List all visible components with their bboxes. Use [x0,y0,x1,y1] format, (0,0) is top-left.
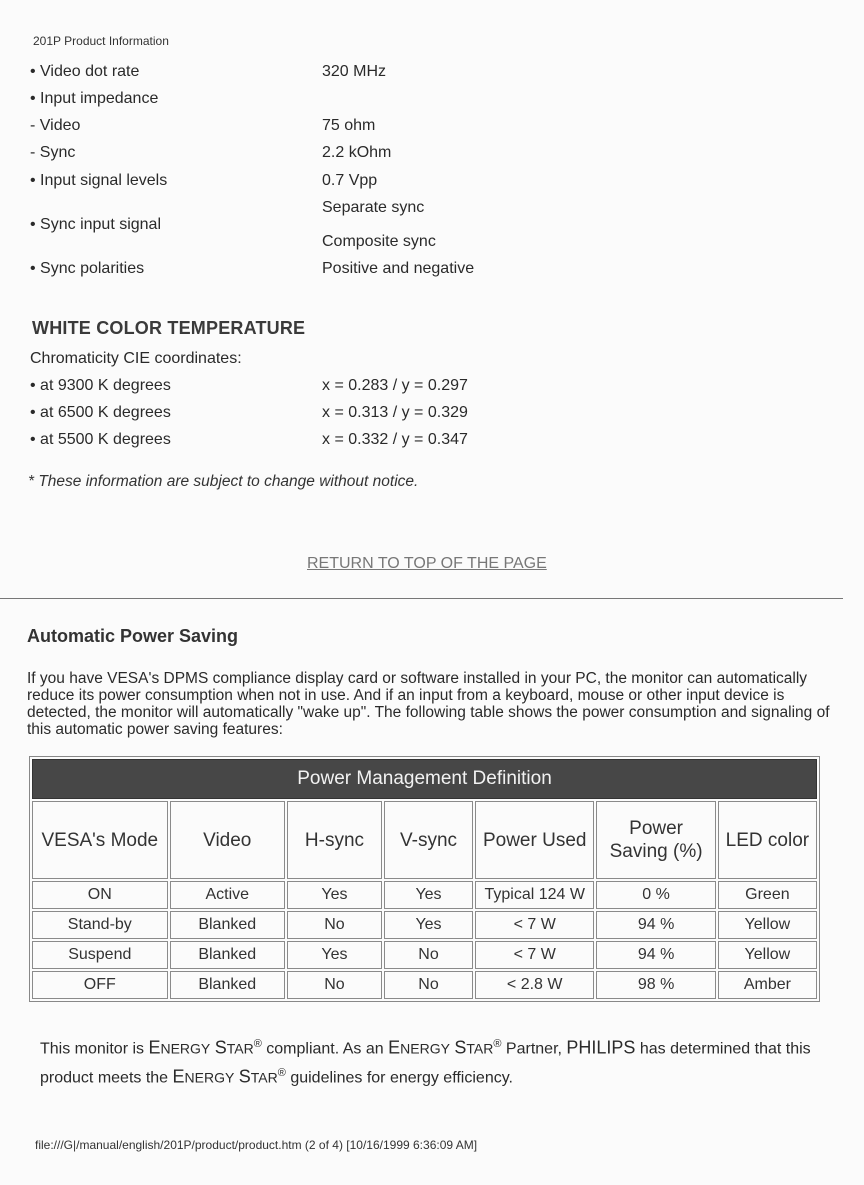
energy-text: Partner, [501,1040,567,1058]
table-row [32,941,817,969]
energy-tar: TAR [226,1040,254,1057]
energy-s: S [454,1037,467,1058]
cell-led-color: Yellow [718,941,817,969]
table-row [32,881,817,909]
white-row-label: • at 9300 K degrees [30,377,171,394]
column-header: Power Used [475,801,594,879]
spec-label-input-impedance: • Input impedance [30,90,159,107]
registered-mark: ® [493,1038,502,1050]
cell-hsync: Yes [287,881,382,909]
energy-tar: TAR [250,1069,278,1086]
aps-heading: Automatic Power Saving [27,626,239,646]
page-footer: file:///G|/manual/english/201P/product/product.htm (2 of 4) [10/16/1999 6:36:09 AM] [35,1138,478,1152]
cell-power-used: < 7 W [475,911,594,939]
column-header: H-sync [287,801,382,879]
table-row [32,971,817,999]
philips-brand: PHILIPS [566,1037,636,1058]
section-divider [0,598,843,599]
cell-hsync: No [287,911,382,939]
column-header: V-sync [384,801,473,879]
white-color-heading: WHITE COLOR TEMPERATURE [32,318,306,338]
registered-mark: ® [277,1067,286,1080]
white-row-value: x = 0.313 / y = 0.329 [322,404,468,421]
spec-value-video-dot-rate: 320 MHz [322,63,387,80]
column-header [596,801,715,879]
cell-power-used: Typical 124 W [475,881,594,909]
energy-tar: TAR [466,1040,494,1057]
cell-video: Blanked [170,941,285,969]
registered-mark: ® [253,1038,262,1050]
energy-text: compliant. As an [261,1040,389,1058]
spec-label-sync: - Sync [30,144,76,161]
chromaticity-subtitle: Chromaticity CIE coordinates: [30,350,242,367]
column-header: VESA's Mode [32,801,168,879]
energy-nergy: NERGY [184,1069,235,1086]
cell-hsync: Yes [287,941,382,969]
spec-value-sync-polarities: Positive and negative [322,260,475,277]
cell-vsync: No [384,971,473,999]
energy-e: E [148,1037,161,1058]
cell-power-saving: 94 % [596,941,715,969]
white-row-label: • at 6500 K degrees [30,404,171,421]
cell-mode: Stand-by [32,911,168,939]
cell-power-used: < 2.8 W [475,971,594,999]
white-row-value: x = 0.332 / y = 0.347 [322,431,468,448]
energy-nergy: NERGY [160,1040,211,1057]
white-row-value: x = 0.283 / y = 0.297 [322,377,468,394]
cell-power-saving: 94 % [596,911,715,939]
power-management-table [29,756,820,1002]
spec-label-sync-input-signal: • Sync input signal [30,216,162,233]
spec-value-composite-sync: Composite sync [322,233,436,250]
aps-paragraph: If you have VESA's DPMS compliance display card or software installed in your PC, the monitor can automatically reduce its power consumption when not in use. And if an input from a keyboard, mouse or other input device is detected, the monitor will automatically "wake up". The following table shows the power consumption and signaling of this automatic power saving features: [27,670,830,738]
cell-power-used: < 7 W [475,941,594,969]
cell-vsync: Yes [384,911,473,939]
cell-video: Blanked [170,971,285,999]
spec-label-input-signal-levels: • Input signal levels [30,172,168,189]
spec-label-sync-polarities: • Sync polarities [30,260,145,277]
energy-text: has determined that this product meets the [40,1040,811,1087]
cell-vsync: Yes [384,881,473,909]
spec-value-separate-sync: Separate sync [322,199,425,216]
header-power-saving: Power Saving (%) [609,818,703,862]
cell-led-color: Amber [718,971,817,999]
cell-power-saving: 98 % [596,971,715,999]
cell-led-color: Yellow [718,911,817,939]
energy-text: This monitor is [40,1040,149,1058]
cell-power-saving: 0 % [596,881,715,909]
spec-label-video-dot-rate: • Video dot rate [30,63,140,80]
column-header: LED color [718,801,817,879]
energy-e: E [172,1066,185,1087]
energy-text: guidelines for energy efficiency. [285,1069,513,1087]
energy-nergy: NERGY [400,1040,450,1057]
table-row [32,911,817,939]
energy-star-statement [40,1032,840,1091]
table-title: Power Management Definition [32,759,817,799]
cell-vsync: No [384,941,473,969]
spec-label-video: - Video [30,117,81,134]
cell-mode: OFF [32,971,168,999]
energy-e: E [388,1037,401,1058]
column-header: Video [170,801,285,879]
return-to-top-link[interactable]: RETURN TO TOP OF THE PAGE [307,555,547,572]
white-row-label: • at 5500 K degrees [30,431,171,448]
spec-value-video: 75 ohm [322,117,376,134]
spec-value-sync: 2.2 kOhm [322,144,392,161]
change-notice: * These information are subject to change without notice. [28,473,419,490]
cell-video: Blanked [170,911,285,939]
energy-s: S [214,1037,227,1058]
cell-mode: Suspend [32,941,168,969]
cell-video: Active [170,881,285,909]
cell-hsync: No [287,971,382,999]
page-header: 201P Product Information [33,34,169,48]
cell-led-color: Green [718,881,817,909]
spec-value-input-signal-levels: 0.7 Vpp [322,172,378,189]
energy-s: S [238,1066,251,1087]
cell-mode: ON [32,881,168,909]
